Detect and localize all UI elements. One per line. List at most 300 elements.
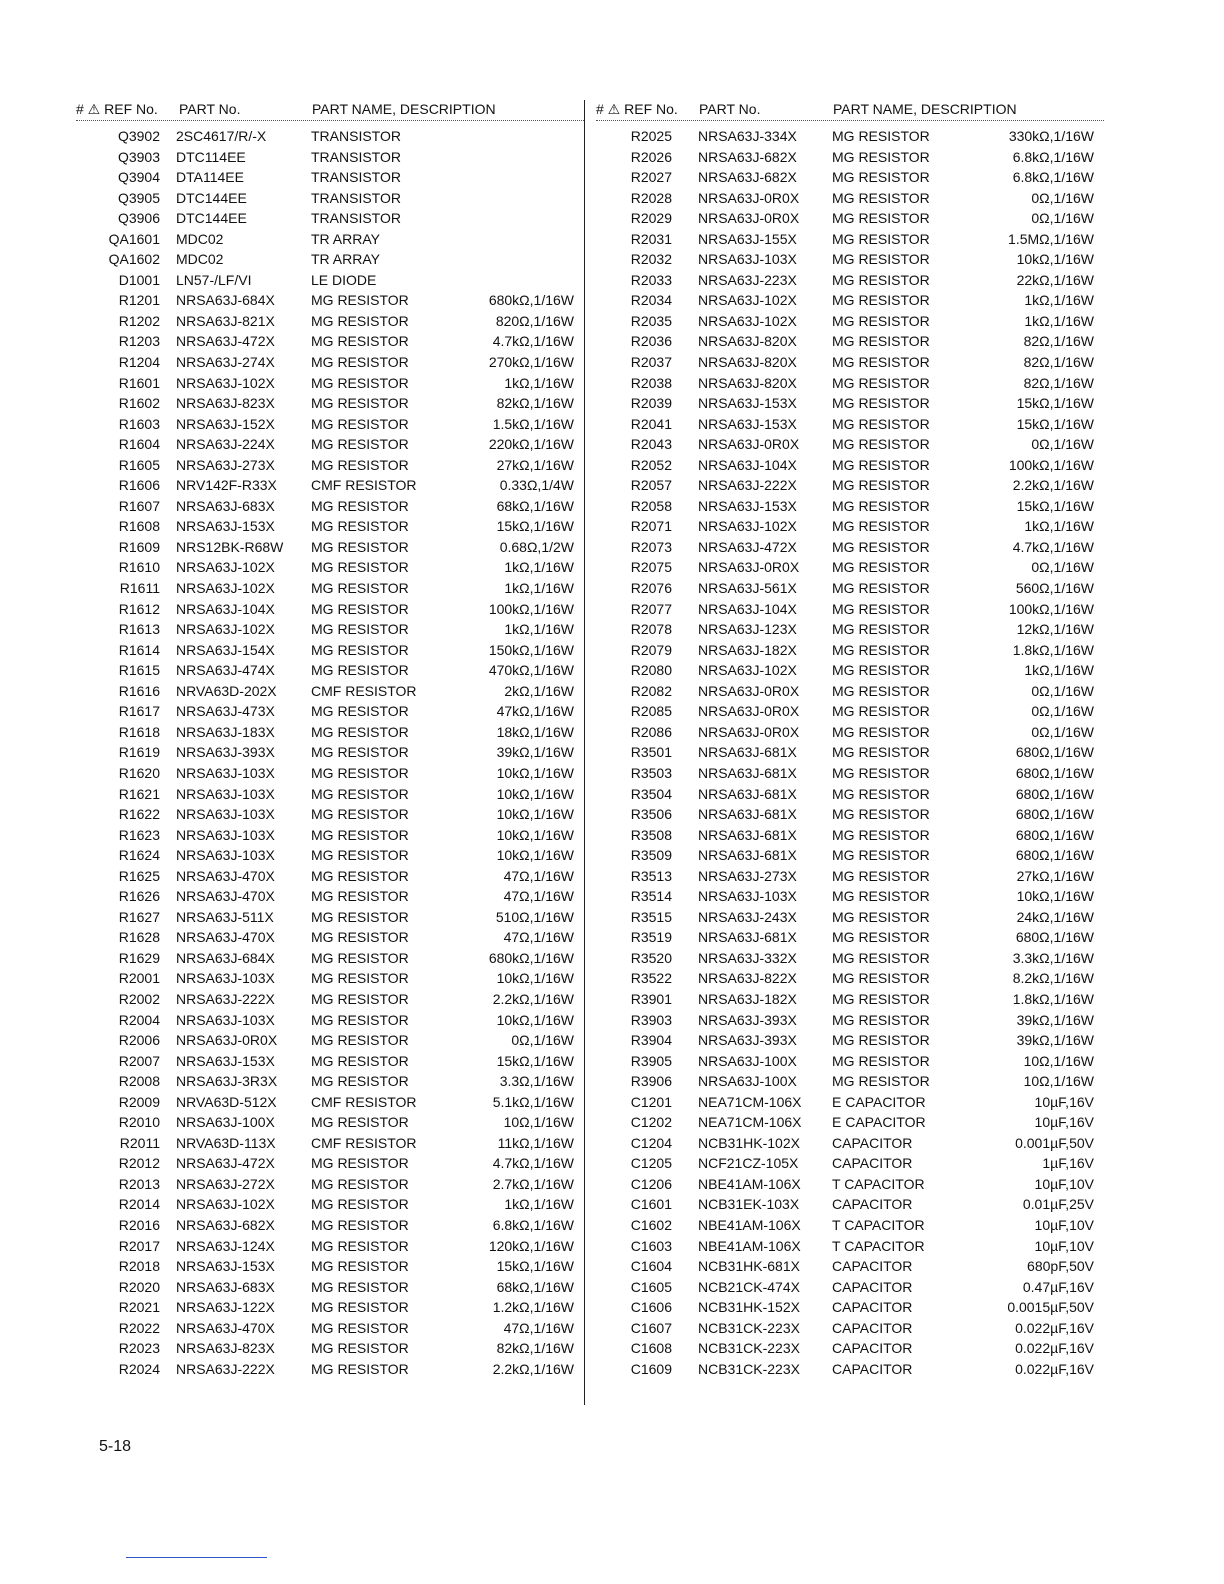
table-row xyxy=(596,1237,1104,1258)
table-row xyxy=(596,908,1104,929)
part-no-cell: NRSA63J-102X xyxy=(176,374,275,391)
part-no-cell: NRSA63J-681X xyxy=(698,785,797,802)
ref-no-cell: R1615 xyxy=(118,662,160,679)
ref-no-cell: R2001 xyxy=(118,970,160,987)
value-cell: 680Ω,1/16W xyxy=(1015,847,1094,864)
part-no-cell: NRSA63J-473X xyxy=(176,703,275,720)
description-cell: CAPACITOR xyxy=(832,1134,913,1151)
part-no-cell: NCB21CK-474X xyxy=(698,1278,800,1295)
part-no-cell: NRSA63J-153X xyxy=(176,518,275,535)
part-no-cell: NRSA63J-102X xyxy=(176,559,275,576)
ref-no-cell: Q3902 xyxy=(117,128,160,144)
ref-no-cell: R3501 xyxy=(630,744,672,761)
table-row xyxy=(76,1134,584,1155)
ref-no-cell: R2031 xyxy=(630,230,672,247)
ref-no-cell: R2057 xyxy=(630,477,672,494)
description-cell: MG RESISTOR xyxy=(832,723,930,740)
table-row xyxy=(596,702,1104,723)
description-cell: MG RESISTOR xyxy=(311,1319,409,1336)
ref-no-cell: C1205 xyxy=(630,1155,672,1172)
table-row xyxy=(76,209,584,230)
table-row xyxy=(596,353,1104,374)
part-no-cell: NRSA63J-0R0X xyxy=(698,703,800,720)
description-cell: MG RESISTOR xyxy=(311,415,409,432)
part-no-cell: NBE41AM-106X xyxy=(698,1175,801,1192)
table-row xyxy=(596,682,1104,703)
ref-no-cell: R2006 xyxy=(118,1032,160,1049)
description-cell: MG RESISTOR xyxy=(311,908,409,925)
ref-no-cell: R3513 xyxy=(630,867,672,884)
part-no-cell: NRSA63J-102X xyxy=(698,292,797,309)
ref-no-cell: R1625 xyxy=(118,867,160,884)
value-cell: 15kΩ,1/16W xyxy=(496,1052,574,1069)
table-row xyxy=(76,1237,584,1258)
value-cell: 15kΩ,1/16W xyxy=(496,518,574,535)
part-no-cell: NRSA63J-334X xyxy=(698,128,797,144)
ref-no-cell: R1611 xyxy=(119,580,160,597)
page-number: 5-18 xyxy=(99,1438,132,1455)
value-cell: 1kΩ,1/16W xyxy=(504,559,574,576)
value-cell: 680pF,50V xyxy=(1027,1258,1094,1275)
value-cell: 220kΩ,1/16W xyxy=(488,436,574,453)
description-cell: MG RESISTOR xyxy=(832,1073,930,1090)
part-no-cell: NRV142F-R33X xyxy=(176,477,277,494)
ref-no-cell: C1601 xyxy=(630,1196,672,1213)
part-no-cell: NRSA63J-821X xyxy=(176,312,275,329)
table-row xyxy=(596,949,1104,970)
table-row xyxy=(76,702,584,723)
description-cell: MG RESISTOR xyxy=(832,888,930,905)
value-cell: 680Ω,1/16W xyxy=(1015,806,1094,823)
part-no-cell: NRSA63J-681X xyxy=(698,847,797,864)
ref-no-cell: R2043 xyxy=(630,436,672,453)
table-row xyxy=(76,1175,584,1196)
value-cell: 0Ω,1/16W xyxy=(1031,723,1094,740)
value-cell: 6.8kΩ,1/16W xyxy=(1012,169,1094,186)
part-no-cell: NRSA63J-3R3X xyxy=(176,1073,278,1090)
value-cell: 1kΩ,1/16W xyxy=(1024,518,1094,535)
description-cell: MG RESISTOR xyxy=(832,456,930,473)
description-cell: MG RESISTOR xyxy=(311,867,409,884)
value-cell: 39kΩ,1/16W xyxy=(1016,1032,1094,1049)
part-no-cell: NEA71CM-106X xyxy=(698,1114,802,1131)
part-no-cell: NRSA63J-123X xyxy=(698,621,797,638)
part-no-cell: NRSA63J-103X xyxy=(176,1011,275,1028)
description-cell: MG RESISTOR xyxy=(832,189,930,206)
ref-no-cell: R1618 xyxy=(118,723,160,740)
table-row xyxy=(596,641,1104,662)
part-no-cell: NRS12BK-R68W xyxy=(176,538,284,555)
ref-no-cell: R2077 xyxy=(630,600,672,617)
value-cell: 0.001µF,50V xyxy=(1015,1134,1094,1151)
description-cell: MG RESISTOR xyxy=(832,148,930,165)
description-cell: MG RESISTOR xyxy=(311,929,409,946)
value-cell: 1kΩ,1/16W xyxy=(1024,662,1094,679)
description-cell: MG RESISTOR xyxy=(832,395,930,412)
table-row xyxy=(76,127,584,148)
description-cell: MG RESISTOR xyxy=(832,169,930,186)
description-cell: MG RESISTOR xyxy=(832,744,930,761)
description-cell: MG RESISTOR xyxy=(311,949,409,966)
description-cell: CAPACITOR xyxy=(832,1319,913,1336)
value-cell: 3.3kΩ,1/16W xyxy=(1012,949,1094,966)
value-cell: 150kΩ,1/16W xyxy=(488,641,574,658)
description-cell: MG RESISTOR xyxy=(311,1299,409,1316)
table-row xyxy=(596,127,1104,148)
description-cell: MG RESISTOR xyxy=(832,538,930,555)
value-cell: 100kΩ,1/16W xyxy=(1008,456,1094,473)
table-row xyxy=(76,435,584,456)
table-row xyxy=(596,1319,1104,1340)
part-no-cell: NRSA63J-274X xyxy=(176,354,275,371)
value-cell: 10µF,16V xyxy=(1034,1093,1094,1110)
table-row xyxy=(76,969,584,990)
description-cell: TRANSISTOR xyxy=(311,148,401,165)
description-cell: MG RESISTOR xyxy=(832,1032,930,1049)
part-no-cell: NRSA63J-223X xyxy=(698,271,797,288)
part-no-cell: NRSA63J-222X xyxy=(176,1360,275,1377)
description-cell: MG RESISTOR xyxy=(311,292,409,309)
value-cell: 10µF,10V xyxy=(1034,1237,1094,1254)
table-row xyxy=(596,1093,1104,1114)
part-no-cell: NRSA63J-0R0X xyxy=(698,682,800,699)
value-cell: 24kΩ,1/16W xyxy=(1016,908,1094,925)
ref-no-cell: R2022 xyxy=(118,1319,160,1336)
value-cell: 15kΩ,1/16W xyxy=(1016,395,1094,412)
part-no-cell: 2SC4617/R/-X xyxy=(176,128,267,144)
value-cell: 2.2kΩ,1/16W xyxy=(492,1360,574,1377)
value-cell: 68kΩ,1/16W xyxy=(496,1278,574,1295)
table-row xyxy=(596,1195,1104,1216)
ref-no-cell: R3509 xyxy=(630,847,672,864)
table-row xyxy=(596,168,1104,189)
table-row xyxy=(76,148,584,169)
ref-no-cell: R2038 xyxy=(630,374,672,391)
part-no-cell: NRSA63J-472X xyxy=(176,333,275,350)
ref-no-cell: R2037 xyxy=(630,354,672,371)
table-row xyxy=(76,661,584,682)
header-ref: # ⚠ REF No. xyxy=(76,101,158,117)
ref-no-cell: R3504 xyxy=(630,785,672,802)
table-row xyxy=(596,1031,1104,1052)
ref-no-cell: R1608 xyxy=(118,518,160,535)
part-no-cell: NRSA63J-332X xyxy=(698,949,797,966)
table-row xyxy=(596,805,1104,826)
table-row xyxy=(596,1154,1104,1175)
ref-no-cell: R2013 xyxy=(118,1175,160,1192)
description-cell: MG RESISTOR xyxy=(311,764,409,781)
ref-no-cell: R2032 xyxy=(630,251,672,268)
part-no-cell: NCB31HK-152X xyxy=(698,1299,800,1316)
description-cell: MG RESISTOR xyxy=(311,374,409,391)
header-name: PART NAME, DESCRIPTION xyxy=(312,101,496,117)
table-row xyxy=(76,785,584,806)
table-row xyxy=(596,1134,1104,1155)
table-row xyxy=(76,271,584,292)
description-cell: MG RESISTOR xyxy=(832,970,930,987)
table-row xyxy=(596,887,1104,908)
ref-no-cell: R2004 xyxy=(118,1011,160,1028)
part-no-cell: NRSA63J-393X xyxy=(698,1032,797,1049)
ref-no-cell: R3520 xyxy=(630,949,672,966)
value-cell: 0Ω,1/16W xyxy=(1031,189,1094,206)
table-row xyxy=(76,928,584,949)
description-cell: CAPACITOR xyxy=(832,1340,913,1357)
ref-no-cell: R1606 xyxy=(118,477,160,494)
ref-no-cell: R1621 xyxy=(118,785,160,802)
description-cell: MG RESISTOR xyxy=(311,559,409,576)
description-cell: MG RESISTOR xyxy=(311,888,409,905)
part-no-cell: NRVA63D-512X xyxy=(176,1093,277,1110)
part-no-cell: NRSA63J-393X xyxy=(176,744,275,761)
value-cell: 100kΩ,1/16W xyxy=(488,600,574,617)
value-cell: 82Ω,1/16W xyxy=(1023,354,1094,371)
table-row xyxy=(76,579,584,600)
part-no-cell: NCB31HK-681X xyxy=(698,1258,800,1275)
ref-no-cell: Q3906 xyxy=(117,210,160,227)
value-cell: 15kΩ,1/16W xyxy=(496,1258,574,1275)
description-cell: CAPACITOR xyxy=(832,1360,913,1377)
part-no-cell: NRSA63J-470X xyxy=(176,1319,275,1336)
table-row xyxy=(596,189,1104,210)
part-no-cell: NRSA63J-103X xyxy=(176,847,275,864)
value-cell: 1kΩ,1/16W xyxy=(504,374,574,391)
description-cell: TR ARRAY xyxy=(311,230,380,247)
value-cell: 10kΩ,1/16W xyxy=(496,970,574,987)
description-cell: MG RESISTOR xyxy=(832,559,930,576)
part-no-cell: NRSA63J-681X xyxy=(698,826,797,843)
ref-no-cell: R3906 xyxy=(630,1073,672,1090)
table-row xyxy=(76,1319,584,1340)
value-cell: 330kΩ,1/16W xyxy=(1008,128,1094,144)
value-cell: 1µF,16V xyxy=(1042,1155,1094,1172)
table-row xyxy=(76,1195,584,1216)
table-row xyxy=(596,415,1104,436)
part-no-cell: NRSA63J-682X xyxy=(176,1216,275,1233)
table-row xyxy=(76,887,584,908)
ref-no-cell: C1607 xyxy=(630,1319,672,1336)
description-cell: MG RESISTOR xyxy=(832,436,930,453)
value-cell: 12kΩ,1/16W xyxy=(1016,621,1094,638)
value-cell: 680Ω,1/16W xyxy=(1015,826,1094,843)
ref-no-cell: R1604 xyxy=(118,436,160,453)
right-table-body xyxy=(596,127,1104,1380)
table-row xyxy=(76,312,584,333)
part-no-cell: NRSA63J-103X xyxy=(176,806,275,823)
ref-no-cell: R2078 xyxy=(630,621,672,638)
part-no-cell: NRSA63J-684X xyxy=(176,949,275,966)
table-row xyxy=(76,1339,584,1360)
value-cell: 510Ω,1/16W xyxy=(495,908,574,925)
part-no-cell: NRSA63J-100X xyxy=(176,1114,275,1131)
table-row xyxy=(76,1052,584,1073)
part-no-cell: DTC144EE xyxy=(176,189,247,206)
value-cell: 0.01µF,25V xyxy=(1022,1196,1094,1213)
value-cell: 82Ω,1/16W xyxy=(1023,333,1094,350)
ref-no-cell: R2052 xyxy=(630,456,672,473)
table-row xyxy=(596,661,1104,682)
description-cell: MG RESISTOR xyxy=(311,662,409,679)
description-cell: T CAPACITOR xyxy=(832,1175,925,1192)
table-row xyxy=(76,805,584,826)
ref-no-cell: R2058 xyxy=(630,497,672,514)
part-no-cell: NCB31CK-223X xyxy=(698,1360,800,1377)
table-row xyxy=(76,1011,584,1032)
part-no-cell: NRSA63J-182X xyxy=(698,990,797,1007)
value-cell: 1.2kΩ,1/16W xyxy=(492,1299,574,1316)
part-no-cell: NRSA63J-820X xyxy=(698,354,797,371)
table-row xyxy=(76,1113,584,1134)
table-row xyxy=(596,764,1104,785)
ref-no-cell: R1613 xyxy=(118,621,160,638)
ref-no-cell: R1605 xyxy=(118,456,160,473)
description-cell: MG RESISTOR xyxy=(311,990,409,1007)
header-part: PART No. xyxy=(699,101,761,117)
ref-no-cell: R1617 xyxy=(118,703,160,720)
description-cell: MG RESISTOR xyxy=(832,703,930,720)
description-cell: MG RESISTOR xyxy=(832,292,930,309)
part-no-cell: NRSA63J-272X xyxy=(176,1175,275,1192)
part-no-cell: NRSA63J-243X xyxy=(698,908,797,925)
ref-no-cell: R2039 xyxy=(630,395,672,412)
description-cell: MG RESISTOR xyxy=(311,826,409,843)
description-cell: MG RESISTOR xyxy=(311,621,409,638)
table-row xyxy=(596,456,1104,477)
value-cell: 10µF,10V xyxy=(1034,1216,1094,1233)
ref-no-cell: QA1601 xyxy=(108,230,160,247)
part-no-cell: NRSA63J-681X xyxy=(698,806,797,823)
ref-no-cell: R1201 xyxy=(118,292,160,309)
table-row xyxy=(596,1113,1104,1134)
column-divider xyxy=(584,100,585,1405)
part-no-cell: NRSA63J-155X xyxy=(698,230,797,247)
description-cell: MG RESISTOR xyxy=(311,1114,409,1131)
value-cell: 1kΩ,1/16W xyxy=(1024,312,1094,329)
ref-no-cell: R2085 xyxy=(630,703,672,720)
value-cell: 560Ω,1/16W xyxy=(1015,580,1094,597)
ref-no-cell: R1622 xyxy=(118,806,160,823)
value-cell: 10kΩ,1/16W xyxy=(496,806,574,823)
description-cell: MG RESISTOR xyxy=(311,1032,409,1049)
table-row xyxy=(596,517,1104,538)
value-cell: 2.7kΩ,1/16W xyxy=(492,1175,574,1192)
table-row xyxy=(76,353,584,374)
description-cell: MG RESISTOR xyxy=(832,990,930,1007)
ref-no-cell: R1628 xyxy=(118,929,160,946)
part-no-cell: NRSA63J-470X xyxy=(176,867,275,884)
description-cell: MG RESISTOR xyxy=(832,908,930,925)
description-cell: MG RESISTOR xyxy=(832,271,930,288)
right-table-header xyxy=(596,98,1104,121)
table-row xyxy=(596,969,1104,990)
table-row xyxy=(76,476,584,497)
description-cell: TRANSISTOR xyxy=(311,128,401,144)
description-cell: MG RESISTOR xyxy=(311,1196,409,1213)
table-row xyxy=(76,1093,584,1114)
description-cell: MG RESISTOR xyxy=(832,621,930,638)
ref-no-cell: R3515 xyxy=(630,908,672,925)
value-cell: 47Ω,1/16W xyxy=(503,929,574,946)
table-row xyxy=(76,846,584,867)
part-no-cell: NRSA63J-104X xyxy=(176,600,275,617)
ref-no-cell: R2086 xyxy=(630,723,672,740)
ref-no-cell: R2016 xyxy=(118,1216,160,1233)
ref-no-cell: C1201 xyxy=(630,1093,672,1110)
ref-no-cell: R3905 xyxy=(630,1052,672,1069)
value-cell: 2.2kΩ,1/16W xyxy=(492,990,574,1007)
table-row xyxy=(596,1011,1104,1032)
ref-no-cell: R3904 xyxy=(630,1032,672,1049)
ref-no-cell: R1607 xyxy=(118,497,160,514)
value-cell: 820Ω,1/16W xyxy=(495,312,574,329)
table-row xyxy=(596,291,1104,312)
table-row xyxy=(76,1072,584,1093)
part-no-cell: NRVA63D-202X xyxy=(176,682,277,699)
value-cell: 1kΩ,1/16W xyxy=(504,1196,574,1213)
ref-no-cell: R2012 xyxy=(118,1155,160,1172)
table-row xyxy=(596,846,1104,867)
value-cell: 1kΩ,1/16W xyxy=(504,621,574,638)
part-no-cell: NRSA63J-511X xyxy=(176,908,274,925)
table-row xyxy=(76,456,584,477)
table-row xyxy=(76,332,584,353)
ref-no-cell: Q3904 xyxy=(117,169,160,186)
value-cell: 4.7kΩ,1/16W xyxy=(1012,538,1094,555)
ref-no-cell: R2023 xyxy=(118,1340,160,1357)
part-no-cell: NRSA63J-102X xyxy=(176,580,275,597)
table-row xyxy=(76,1216,584,1237)
table-row xyxy=(76,641,584,662)
value-cell: 0.0015µF,50V xyxy=(1007,1299,1094,1316)
value-cell: 680Ω,1/16W xyxy=(1015,929,1094,946)
header-ref: # ⚠ REF No. xyxy=(596,101,678,117)
ref-no-cell: R2035 xyxy=(630,312,672,329)
table-row xyxy=(596,785,1104,806)
table-row xyxy=(596,1360,1104,1381)
value-cell: 22kΩ,1/16W xyxy=(1016,271,1094,288)
part-no-cell: NRSA63J-0R0X xyxy=(698,559,800,576)
description-cell: MG RESISTOR xyxy=(832,518,930,535)
description-cell: MG RESISTOR xyxy=(311,1258,409,1275)
table-row xyxy=(596,928,1104,949)
description-cell: MG RESISTOR xyxy=(311,1340,409,1357)
value-cell: 5.1kΩ,1/16W xyxy=(492,1093,574,1110)
description-cell: MG RESISTOR xyxy=(832,477,930,494)
ref-no-cell: R1623 xyxy=(118,826,160,843)
part-no-cell: NRSA63J-0R0X xyxy=(698,210,800,227)
left-table-body xyxy=(76,127,584,1380)
ref-no-cell: R2024 xyxy=(118,1360,160,1377)
description-cell: MG RESISTOR xyxy=(832,949,930,966)
ref-no-cell: R2082 xyxy=(630,682,672,699)
table-row xyxy=(596,394,1104,415)
part-no-cell: NBE41AM-106X xyxy=(698,1237,801,1254)
part-no-cell: NRSA63J-822X xyxy=(698,970,797,987)
description-cell: CAPACITOR xyxy=(832,1196,913,1213)
value-cell: 6.8kΩ,1/16W xyxy=(1012,148,1094,165)
description-cell: CMF RESISTOR xyxy=(311,1093,417,1110)
ref-no-cell: R2026 xyxy=(630,148,672,165)
description-cell: TRANSISTOR xyxy=(311,169,401,186)
table-row xyxy=(596,374,1104,395)
ref-no-cell: R2027 xyxy=(630,169,672,186)
value-cell: 1.8kΩ,1/16W xyxy=(1012,641,1094,658)
value-cell: 0Ω,1/16W xyxy=(1031,210,1094,227)
description-cell: MG RESISTOR xyxy=(311,312,409,329)
value-cell: 10µF,16V xyxy=(1034,1114,1094,1131)
value-cell: 0Ω,1/16W xyxy=(1031,682,1094,699)
description-cell: MG RESISTOR xyxy=(832,662,930,679)
